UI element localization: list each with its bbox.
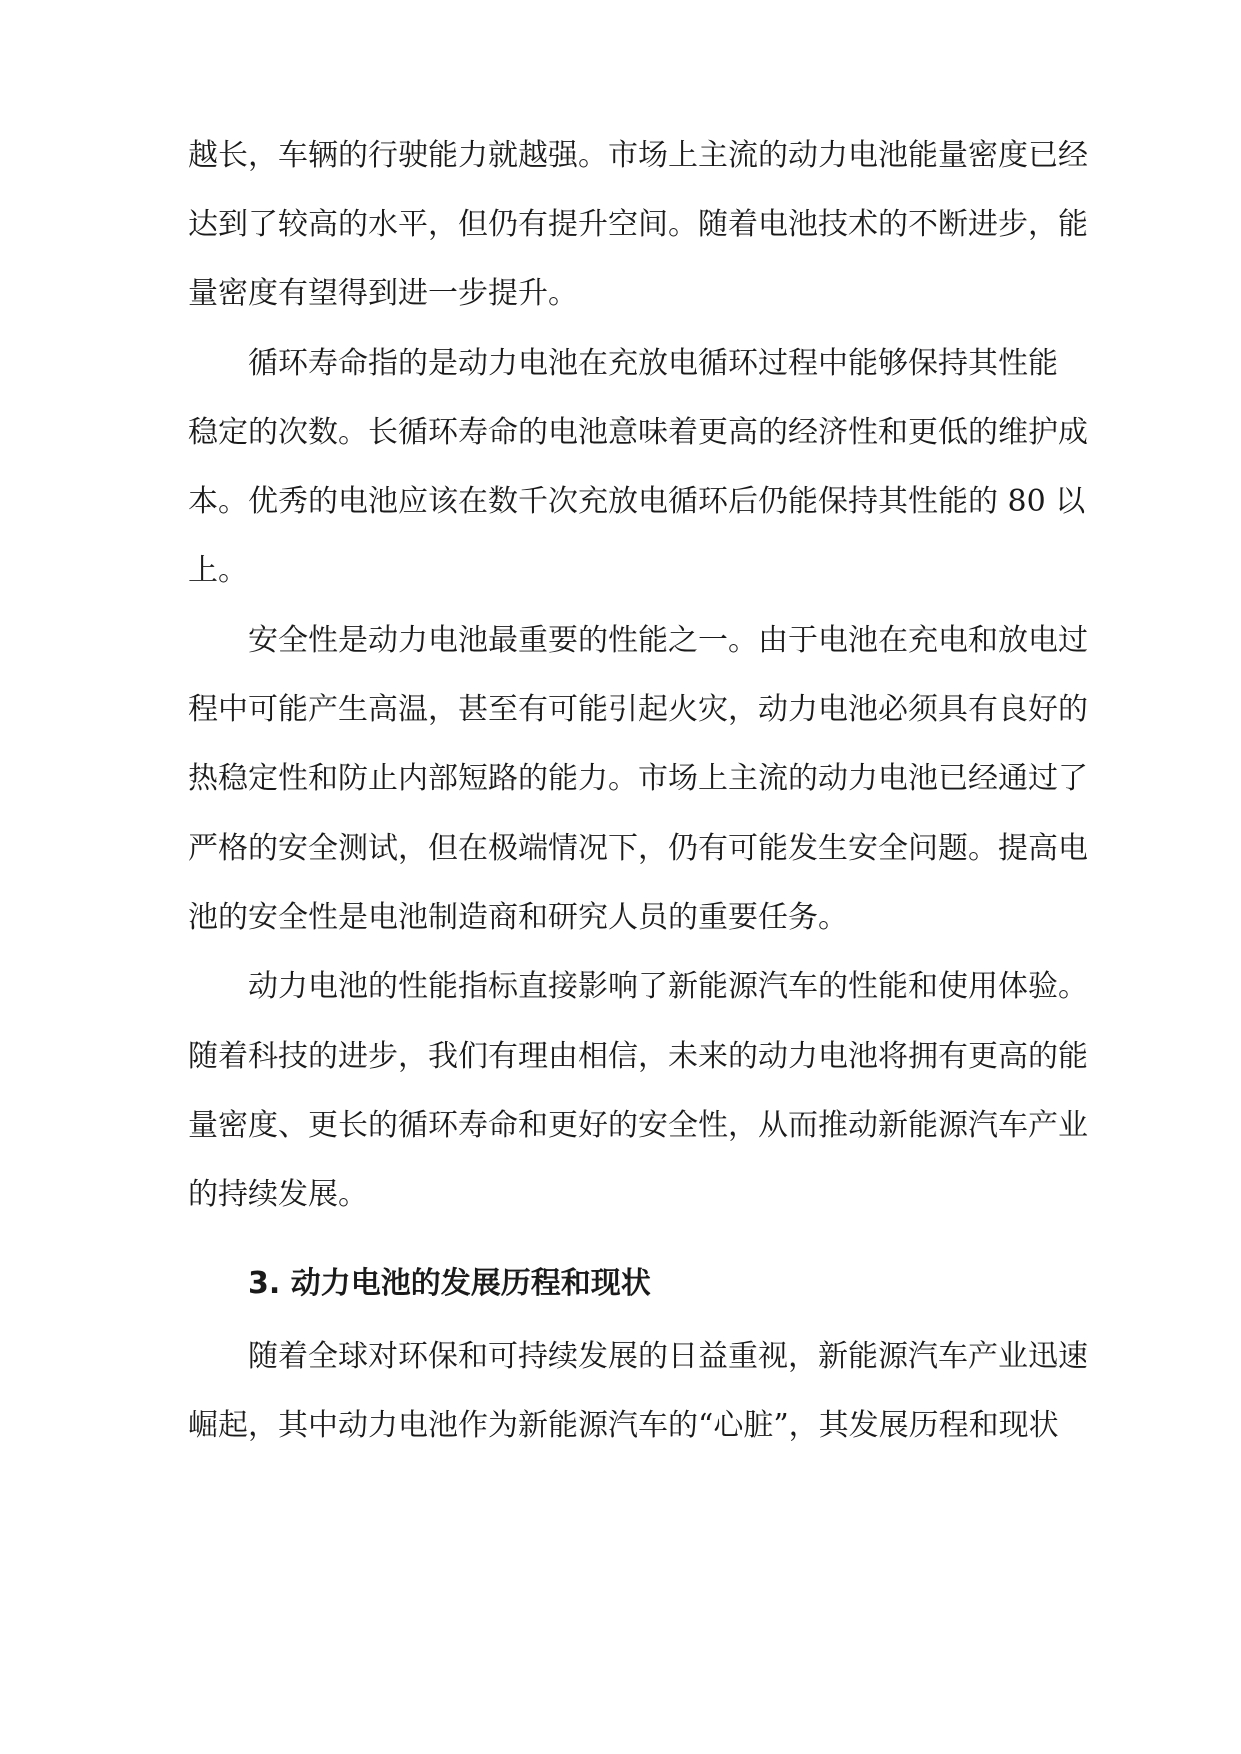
section-heading: 3. 动力电池的发展历程和现状 (248, 1266, 651, 1301)
paragraph-5-line-1: 随着全球对环保和可持续发展的日益重视，新能源汽车产业迅速 (248, 1339, 1088, 1374)
paragraph-1-line-1: 越长，车辆的行驶能力就越强。市场上主流的动力电池能量密度已经 (188, 138, 1088, 173)
paragraph-2-line-3: 本。优秀的电池应该在数千次充放电循环后仍能保持其性能的 80 以 (188, 484, 1086, 519)
paragraph-1-line-2: 达到了较高的水平，但仍有提升空间。随着电池技术的不断进步，能 (188, 207, 1088, 242)
paragraph-4-line-1: 动力电池的性能指标直接影响了新能源汽车的性能和使用体验。 (248, 969, 1088, 1004)
paragraph-3-line-3: 热稳定性和防止内部短路的能力。市场上主流的动力电池已经通过了 (188, 761, 1088, 796)
paragraph-3-line-1: 安全性是动力电池最重要的性能之一。由于电池在充电和放电过 (248, 623, 1088, 658)
paragraph-2-line-2: 稳定的次数。长循环寿命的电池意味着更高的经济性和更低的维护成 (188, 415, 1088, 450)
paragraph-4-line-4: 的持续发展。 (188, 1177, 368, 1212)
paragraph-4-line-3: 量密度、更长的循环寿命和更好的安全性，从而推动新能源汽车产业 (188, 1108, 1088, 1143)
paragraph-4-line-2: 随着科技的进步，我们有理由相信，未来的动力电池将拥有更高的能 (188, 1039, 1088, 1074)
paragraph-3-line-5: 池的安全性是电池制造商和研究人员的重要任务。 (188, 900, 848, 935)
paragraph-1-line-3: 量密度有望得到进一步提升。 (188, 276, 578, 311)
paragraph-2-line-4: 上。 (188, 553, 248, 588)
paragraph-2-line-1: 循环寿命指的是动力电池在充放电循环过程中能够保持其性能 (248, 346, 1058, 381)
paragraph-3-line-2: 程中可能产生高温，甚至有可能引起火灾，动力电池必须具有良好的 (188, 692, 1088, 727)
paragraph-5-line-2: 崛起，其中动力电池作为新能源汽车的“心脏”，其发展历程和现状 (188, 1408, 1059, 1443)
paragraph-3-line-4: 严格的安全测试，但在极端情况下，仍有可能发生安全问题。提高电 (188, 831, 1088, 866)
